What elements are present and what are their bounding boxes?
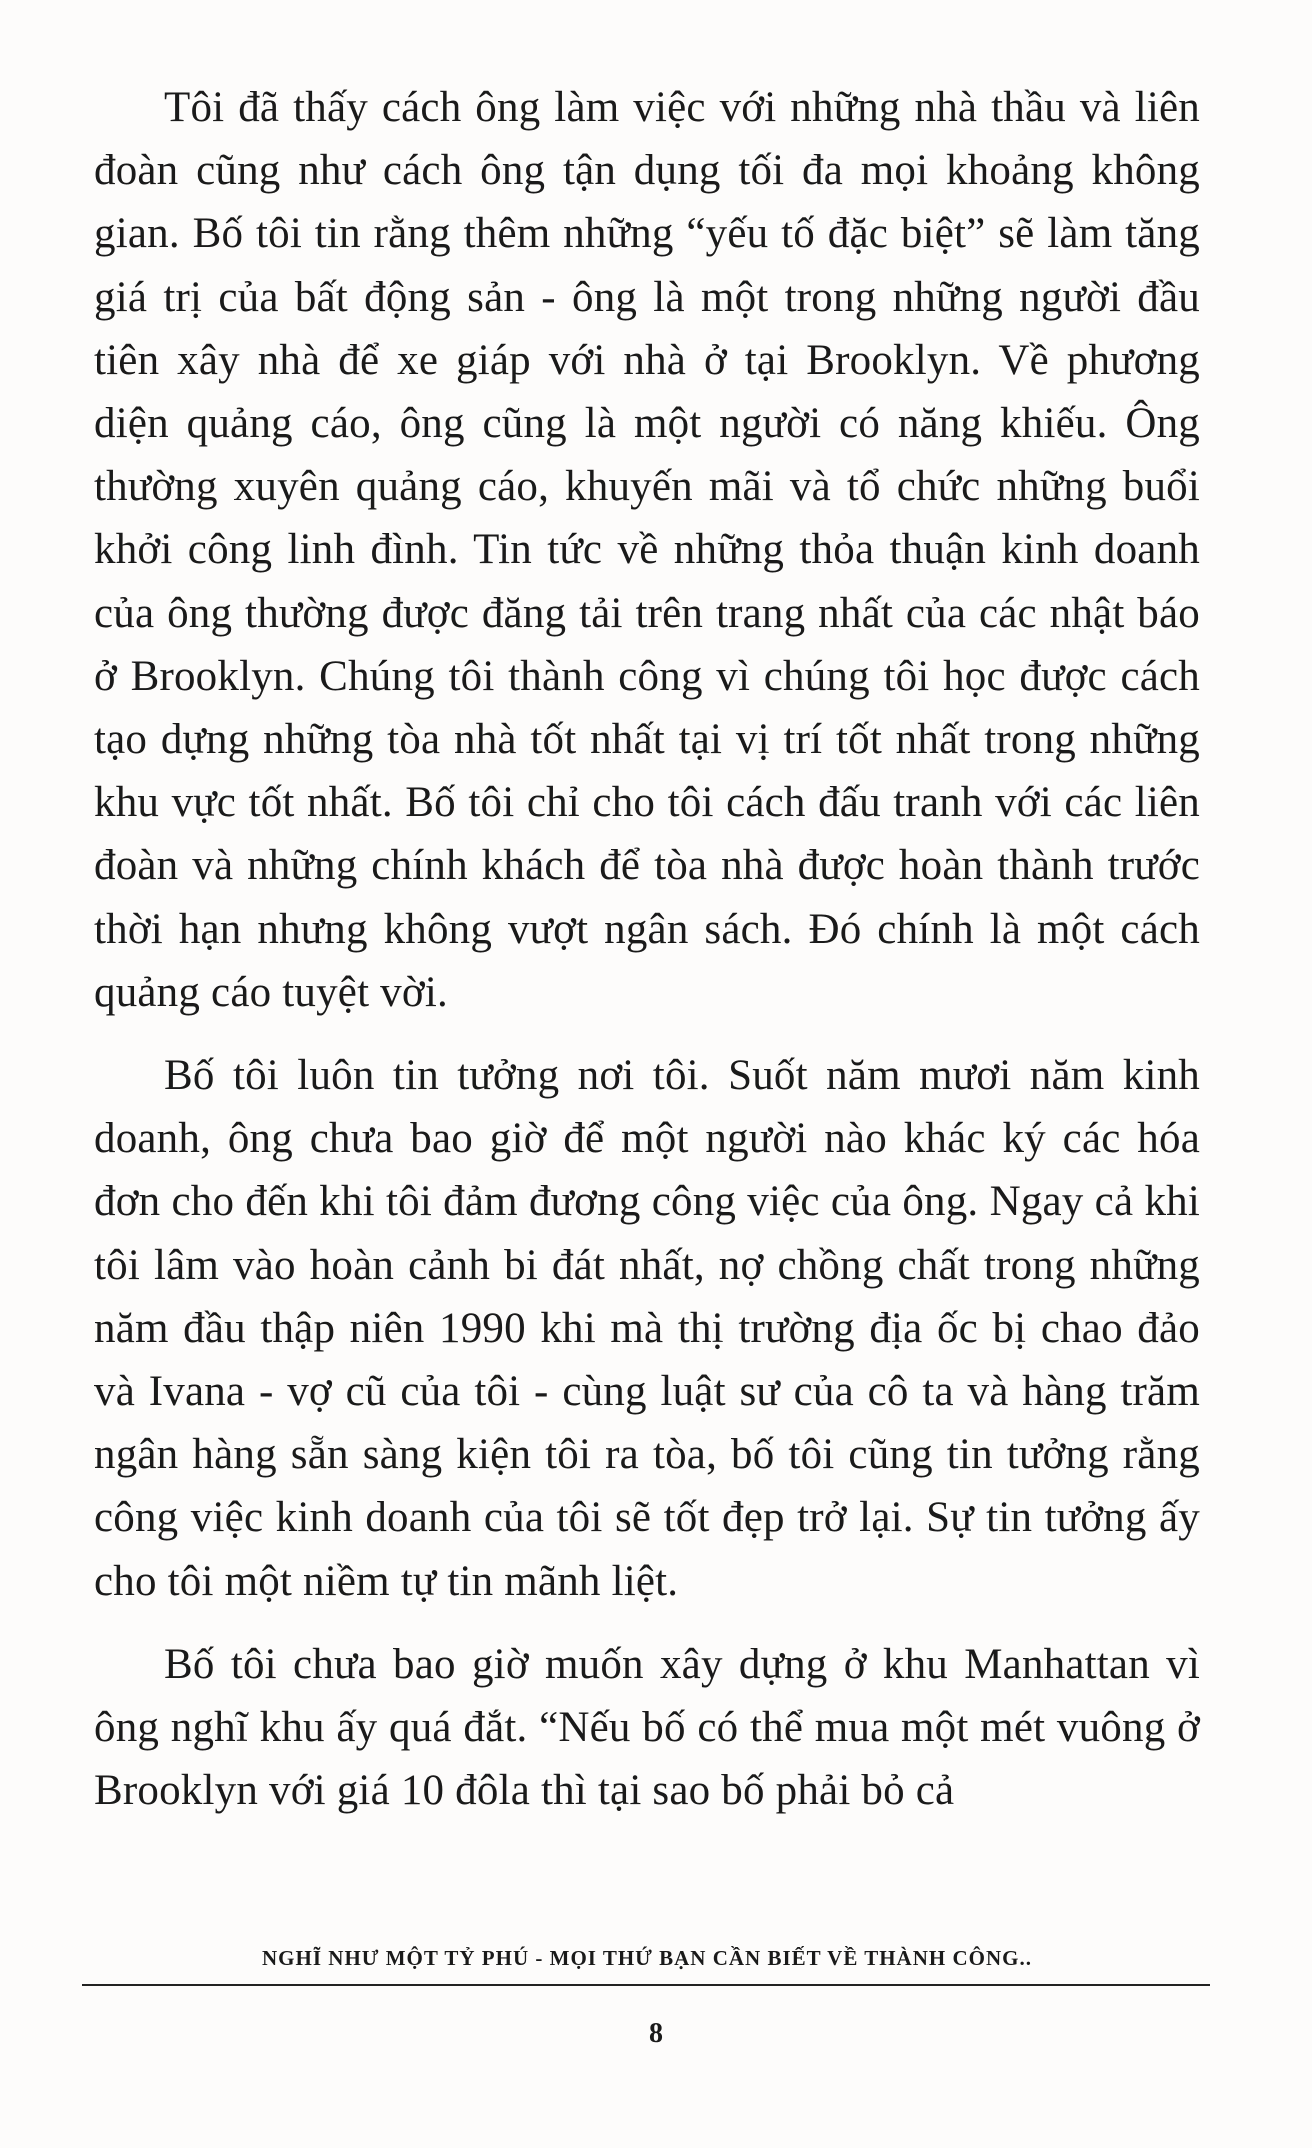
- paragraph-2: Bố tôi luôn tin tưởng nơi tôi. Suốt năm mươi năm kinh doanh, ông chưa bao giờ để một người nào khác ký các hóa đơn cho đến khi tôi đảm đương công việc của ông. Ngay cả khi tôi lâm vào hoàn cảnh bi đát nhất, nợ chồng chất trong những năm đầu thập niên 1990 khi mà thị trường địa ốc bị chao đảo và Ivana - vợ cũ của tôi - cùng luật sư của cô ta và hàng trăm ngân hàng sẵn sàng kiện tôi ra tòa, bố tôi cũng tin tưởng rằng công việc kinh doanh của tôi sẽ tốt đẹp trở lại. Sự tin tưởng ấy cho tôi một niềm tự tin mãnh liệt.: [94, 1052, 1200, 1605]
- body-text: [94, 76, 1200, 1842]
- running-footer-title: NGHĨ NHƯ MỘT TỶ PHÚ - MỌI THỨ BẠN CẦN BIẾT VỀ THÀNH CÔNG..: [262, 1946, 1032, 1970]
- page-number: 8: [649, 2018, 663, 2049]
- paragraph-1: Tôi đã thấy cách ông làm việc với những nhà thầu và liên đoàn cũng như cách ông tận dụng tối đa mọi khoảng không gian. Bố tôi tin rằng thêm những “yếu tố đặc biệt” sẽ làm tăng giá trị của bất động sản - ông là một trong những người đầu tiên xây nhà để xe giáp với nhà ở tại Brooklyn. Về phương diện quảng cáo, ông cũng là một người có năng khiếu. Ông thường xuyên quảng cáo, khuyến mãi và tổ chức những buổi khởi công linh đình. Tin tức về những thỏa thuận kinh doanh của ông thường được đăng tải trên trang nhất của các nhật báo ở Brooklyn. Chúng tôi thành công vì chúng tôi học được cách tạo dựng những tòa nhà tốt nhất tại vị trí tốt nhất trong những khu vực tốt nhất. Bố tôi chỉ cho tôi cách đấu tranh với các liên đoàn và những chính khách để tòa nhà được hoàn thành trước thời hạn nhưng không vượt ngân sách. Đó chính là một cách quảng cáo tuyệt vời.: [94, 84, 1200, 1016]
- paragraph-3: Bố tôi chưa bao giờ muốn xây dựng ở khu Manhattan vì ông nghĩ khu ấy quá đắt. “Nếu bố có thể mua một mét vuông ở Brooklyn với giá 10 đôla thì tại sao bố phải bỏ cả: [94, 1640, 1200, 1815]
- footer-divider: [82, 1984, 1210, 1986]
